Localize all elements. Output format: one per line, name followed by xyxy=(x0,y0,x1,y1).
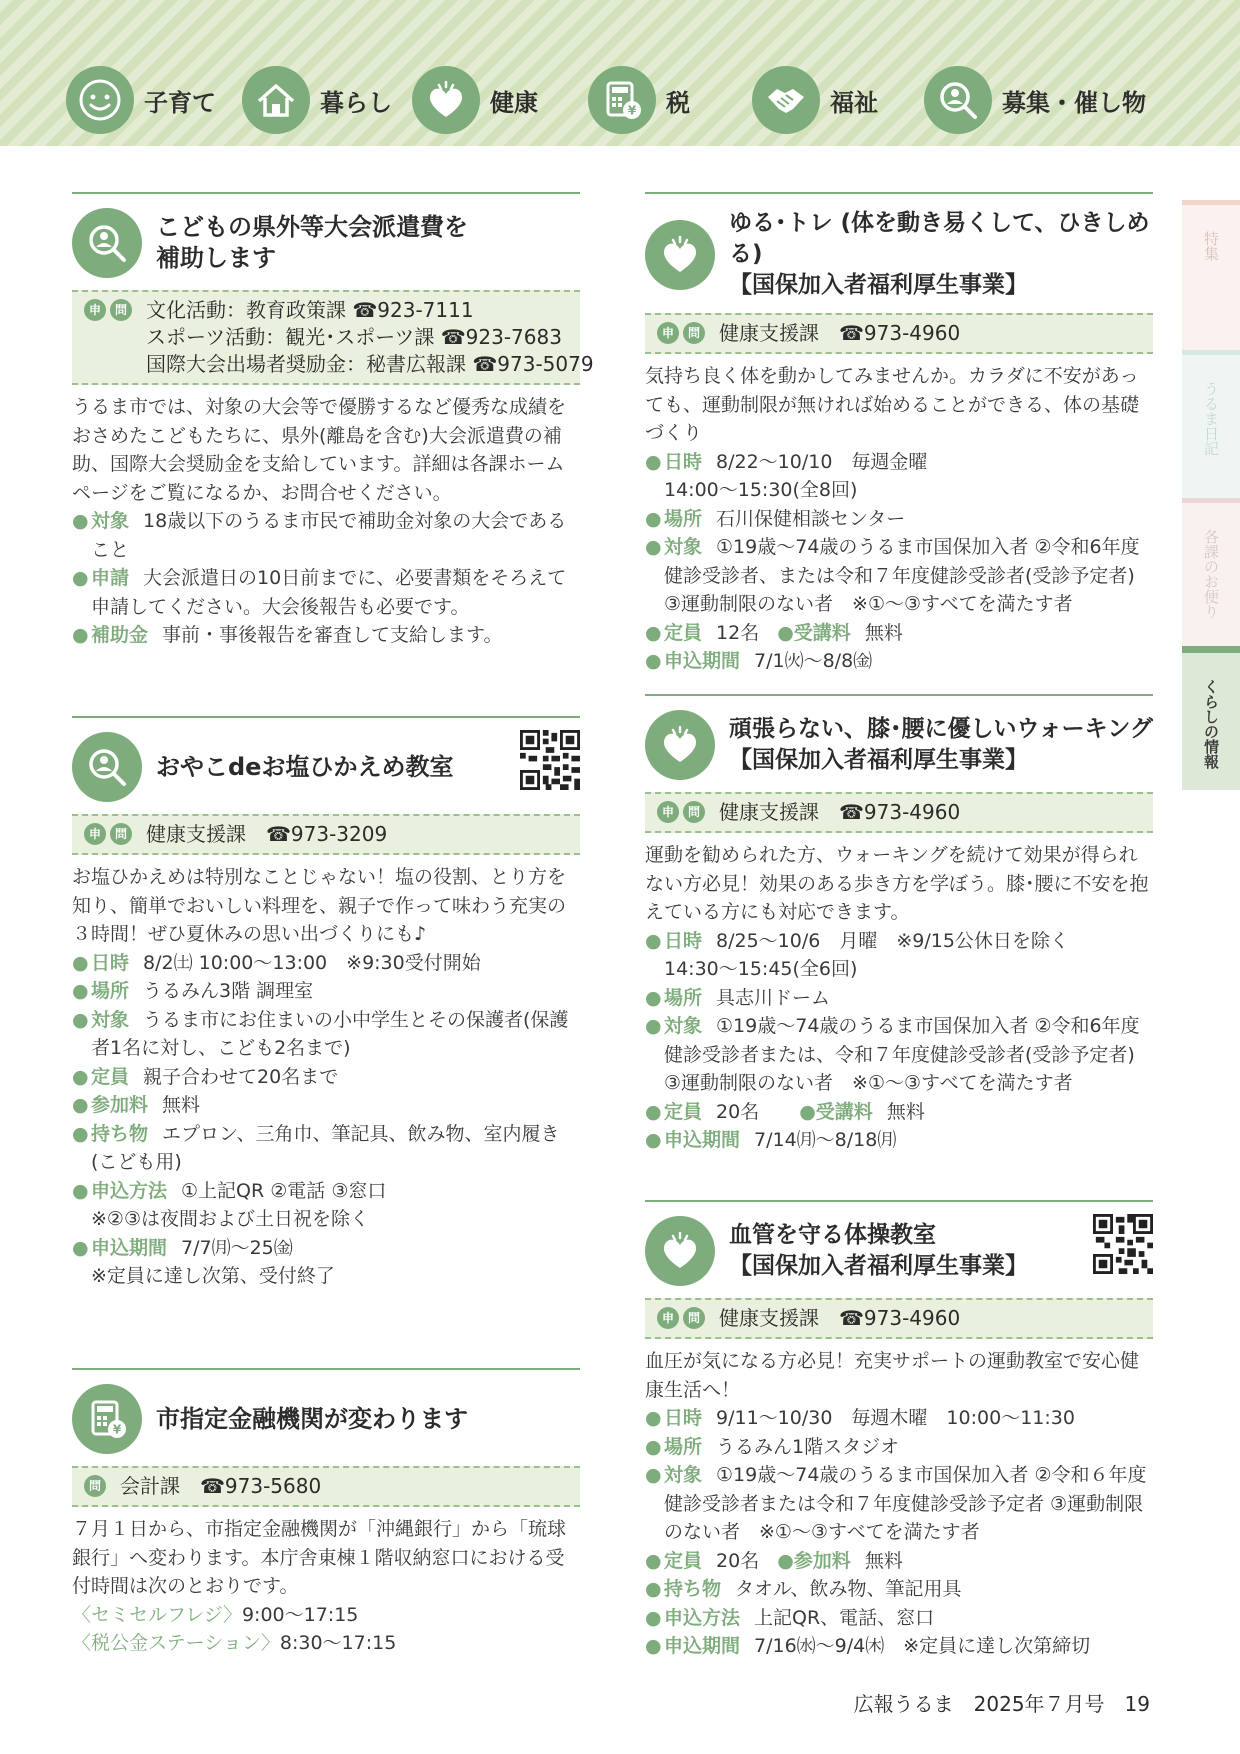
info-item: ● 申込方法 ①上記QR ②電話 ③窓口 ※②③は夜間および土日祝を除く xyxy=(72,1179,387,1230)
smiley-icon xyxy=(66,66,134,134)
section-kekkan-taiso xyxy=(645,1200,1153,1661)
section-kodomo-hojo xyxy=(72,192,594,650)
contact-box xyxy=(72,290,594,385)
heart-icon xyxy=(645,710,715,780)
side-tab-kurashi-joho[interactable]: くらしの情報 xyxy=(1182,646,1240,790)
category-boshu[interactable] xyxy=(924,66,1146,134)
section-kinyu-kikan xyxy=(72,1368,580,1658)
side-tab-kakuka[interactable]: 各課のお便り xyxy=(1182,498,1240,646)
section-title: おやこdeお塩ひかえめ教室 xyxy=(156,752,454,781)
info-item: ● 日時 8/2㈯ 10:00～13:00 ※9:30受付開始 xyxy=(72,951,481,974)
page-footer: 広報うるま 2025年７月号 19 xyxy=(853,1692,1150,1716)
section-oyako-shio xyxy=(72,716,580,1291)
heart-icon xyxy=(645,1216,715,1286)
section-title: 頑張らない、膝･腰に優しいウォーキング 【国保加入者福利厚生事業】 xyxy=(729,716,1153,773)
info-item: ● 日時 8/22～10/10 毎週金曜 14:00～15:30(全8回) xyxy=(645,450,928,501)
category-kenko[interactable] xyxy=(412,66,538,134)
search-person-icon xyxy=(924,66,992,134)
info-item: ● 申込期間 7/7㈪～25㈮ ※定員に達し次第、受付終了 xyxy=(72,1236,335,1287)
section-yurutore xyxy=(645,192,1153,676)
info-item: ● 申込期間 7/1㈫～8/8㈮ xyxy=(645,650,873,672)
info-item: ● 持ち物 タオル、飲み物、筆記用具 xyxy=(645,1578,962,1600)
section-description: 運動を勧められた方、ウォーキングを続けて効果が得られない方必見！効果のある歩き方を学ぼう。膝･腰に不安を抱えている方にも対応できます。 xyxy=(645,844,1149,923)
heart-icon xyxy=(412,66,480,134)
category-label: 税 xyxy=(666,88,690,117)
section-title: こどもの県外等大会派遣費を 補助します xyxy=(156,213,468,272)
info-item: ● 場所 石川保健相談センター xyxy=(645,507,906,530)
search-person-icon xyxy=(72,208,142,278)
section-divider xyxy=(72,1368,580,1370)
apply-badge: 申 xyxy=(657,1307,679,1329)
info-item: ● 定員 12名 ●受講料 無料 xyxy=(645,621,903,644)
side-tab-uruma-nikki[interactable]: うるま日記 xyxy=(1182,350,1240,498)
contact-line: 健康支援課 ☎973-4960 xyxy=(719,1306,961,1330)
info-item: ● 日時 8/25～10/6 月曜 ※9/15公休日を除く 14:30～15:45(全6回) xyxy=(645,929,1069,980)
svg-text:¥: ¥ xyxy=(627,103,637,118)
contact-line: 会計課 ☎973-5680 xyxy=(120,1474,322,1498)
hours-line: 〈セミセルフレジ〉9:00～17:15 xyxy=(72,1603,359,1626)
apply-badge: 申 xyxy=(657,801,679,823)
heart-icon xyxy=(645,220,715,290)
section-divider xyxy=(72,192,580,194)
info-item: ● 対象 ①19歳～74歳のうるま市国保加入者 ②令和6年度健診受診者または、令和７年度健診受診者(受診予定者) ③運動制限のない者 ※①～③すべてを満たす者 xyxy=(645,1015,1140,1094)
info-item: ● 定員 20名 ●受講料 無料 xyxy=(645,1100,925,1123)
section-description: うるま市では、対象の大会等で優勝するなど優秀な成績をおさめたこどもたちに、県外(離島を含む)大会派遣費の補助、国際大会奨励金を支給しています。詳細は各課ホームページをご覧になるか、お問合せください。 xyxy=(72,396,567,504)
info-item: ● 申込方法 上記QR、電話、窓口 xyxy=(645,1606,935,1629)
section-description: 気持ち良く体を動かしてみませんか。カラダに不安があっても、運動制限が無ければ始めることができる、体の基礎づくり xyxy=(645,365,1140,444)
contact-box xyxy=(72,814,580,855)
inquiry-badge: 問 xyxy=(110,299,132,321)
search-person-icon xyxy=(72,732,142,802)
info-item: ● 日時 9/11～10/30 毎週木曜 10:00～11:30 xyxy=(645,1407,1075,1429)
handshake-icon xyxy=(752,66,820,134)
apply-badge: 申 xyxy=(84,299,106,321)
info-item: ● 定員 親子合わせて20名まで xyxy=(72,1065,339,1088)
qr-code-icon[interactable] xyxy=(520,730,580,790)
contact-line: 健康支援課 ☎973-4960 xyxy=(719,321,961,345)
apply-badge: 申 xyxy=(657,322,679,344)
section-title: 血管を守る体操教室 【国保加入者福利厚生事業】 xyxy=(729,1222,1028,1279)
section-divider xyxy=(645,192,1153,194)
contact-line: 国際大会出場者奨励金：秘書広報課 ☎973-5079 xyxy=(146,352,594,376)
section-title: ゆる･トレ (体を動き易くして、ひきしめる) 【国保加入者福利厚生事業】 xyxy=(729,210,1150,298)
category-label: 健康 xyxy=(490,88,538,117)
section-description: 血圧が気になる方必見！充実サポートの運動教室で安心健康生活へ！ xyxy=(645,1350,1140,1401)
section-title: 市指定金融機関が変わります xyxy=(156,1404,468,1433)
info-item: ● 申込期間 7/14㈪～8/18㈪ xyxy=(645,1129,897,1151)
contact-line: 健康支援課 ☎973-4960 xyxy=(719,800,961,824)
calculator-icon xyxy=(72,1384,142,1454)
contact-line: 文化活動：教育政策課 ☎923-7111 xyxy=(146,298,474,322)
side-tab-tokushu[interactable]: 特集 xyxy=(1182,200,1240,350)
info-item: ● 場所 うるみん3階 調理室 xyxy=(72,980,314,1002)
category-label: 募集・催し物 xyxy=(1002,88,1146,117)
info-item: ● 定員 20名 ●参加料 無料 xyxy=(645,1549,903,1572)
section-description: お塩ひかえめは特別なことじゃない！塩の役割、とり方を知り、簡単でおいしい料理を、親子で作って味わう充実の３時間！ぜひ夏休みの思い出づくりにも♪ xyxy=(72,866,567,945)
inquiry-badge: 問 xyxy=(683,322,705,344)
info-item: ● 対象 18歳以下のうるま市民で補助金対象の大会であること xyxy=(72,510,567,561)
inquiry-badge: 問 xyxy=(110,823,132,845)
info-item: ● 対象 ①19歳～74歳のうるま市国保加入者 ②令和６年度健診受診者または令和７年度健診受診予定者 ③運動制限のない者 ※①～③すべてを満たす者 xyxy=(645,1464,1147,1543)
inquiry-badge: 問 xyxy=(683,801,705,823)
apply-badge: 申 xyxy=(84,823,106,845)
info-item: ● 対象 うるま市にお住まいの小中学生とその保護者(保護者1名に対し、こども2名まで) xyxy=(72,1008,569,1059)
contact-box xyxy=(645,313,1153,354)
category-label: 福祉 xyxy=(830,88,878,117)
info-item: ● 補助金 事前・事後報告を審査して支給します。 xyxy=(72,624,503,646)
contact-box xyxy=(645,1298,1153,1339)
inquiry-badge: 問 xyxy=(683,1307,705,1329)
category-zei[interactable] xyxy=(588,66,690,134)
category-nav xyxy=(0,0,1240,146)
info-item: ● 持ち物 エプロン、三角巾、筆記具、飲み物、室内履き(こども用) xyxy=(72,1122,560,1173)
category-kurashi[interactable] xyxy=(242,66,392,134)
qr-code-icon[interactable] xyxy=(1093,1214,1153,1274)
info-item: ● 申込期間 7/16㈬～9/4㈭ ※定員に達し次第締切 xyxy=(645,1635,1091,1657)
category-label: 暮らし xyxy=(320,88,392,117)
category-label: 子育て xyxy=(144,88,216,117)
contact-box xyxy=(645,792,1153,833)
category-fukushi[interactable] xyxy=(752,66,878,134)
info-item: ● 場所 具志川ドーム xyxy=(645,986,831,1009)
svg-text:¥: ¥ xyxy=(112,1422,122,1437)
category-kosodate[interactable] xyxy=(66,66,216,134)
section-divider xyxy=(645,694,1153,696)
contact-line: スポーツ活動：観光･スポーツ課 ☎923-7683 xyxy=(146,325,562,349)
calculator-icon xyxy=(588,66,656,134)
info-item: ● 場所 うるみん1階スタジオ xyxy=(645,1435,900,1458)
section-divider xyxy=(72,716,580,718)
house-icon xyxy=(242,66,310,134)
contact-box xyxy=(72,1466,580,1507)
section-description: ７月１日から、市指定金融機関が「沖縄銀行」から「琉球銀行」へ変わります。本庁舎東棟１階収納窓口における受付時間は次のとおりです。 xyxy=(72,1518,567,1597)
hours-line: 〈税公金ステーション〉8:30～17:15 xyxy=(72,1632,397,1654)
info-item: ● 対象 ①19歳～74歳のうるま市国保加入者 ②令和6年度健診受診者、または令和７年度健診受診者(受診予定者) ③運動制限のない者 ※①～③すべてを満たす者 xyxy=(645,536,1140,615)
info-item: ● 申請 大会派遣日の10日前までに、必要書類をそろえて申請してください。大会後報告も必要です。 xyxy=(72,567,567,618)
section-divider xyxy=(645,1200,1153,1202)
contact-line: 健康支援課 ☎973-3209 xyxy=(146,822,388,846)
section-walking xyxy=(645,694,1153,1155)
info-item: ● 参加料 無料 xyxy=(72,1094,201,1116)
inquiry-badge: 問 xyxy=(84,1475,106,1497)
